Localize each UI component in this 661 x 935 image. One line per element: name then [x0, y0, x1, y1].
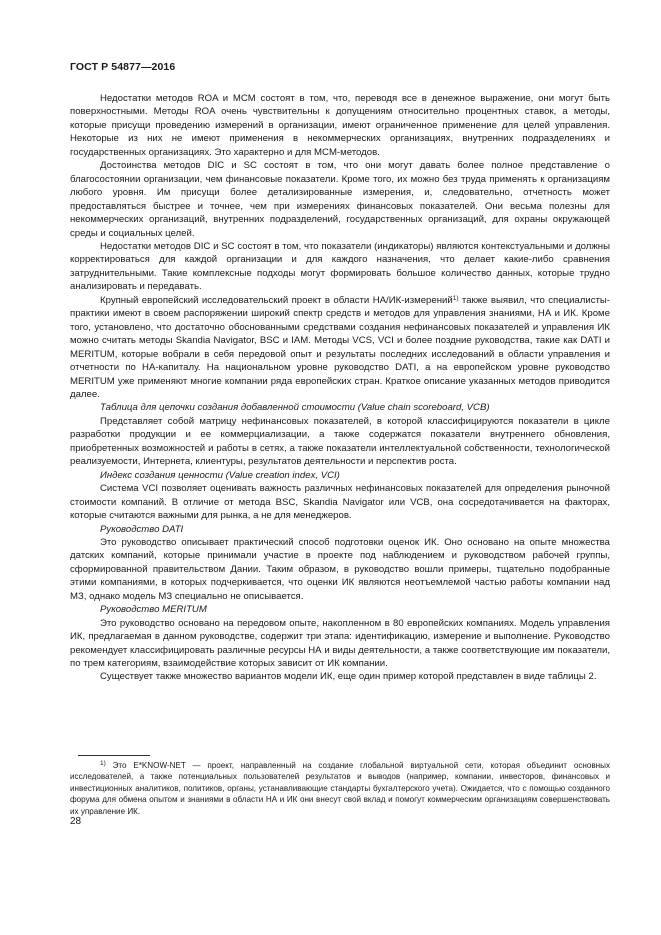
section-heading-meritum: Руководство MERITUM	[100, 604, 207, 616]
paragraph-roa-mcm: Недостатки методов ROA и MCM состоят в том, что, переводя все в денежное выражение, они могут быть поверхностными. Методы ROA очень чувствительны к допущениям относительно процентных ставок, а методы, которые присущи проведению измерений в организации, имеют ограниченное применение для целей управления. Некоторые из них не имеют применения в некоммерческих организациях, внутренних подразделениях и государственных организациях. Это характерно и для MCM-методов.	[70, 93, 610, 158]
body-text	[70, 92, 610, 684]
footnote-body: Это E*KNOW-NET — проект, направленный на создание глобальной виртуальной сети, которая объединит основных исследователей, а также потенциальных пользователей результатов и выводов (например, компании, инвесторов, финансовых и инвестиционных аналитиков, политиков, органы, устанавливающие стандарты бухгалтерского учета). Ожидается, что с помощью созданного форума для обмена опытом и знаниями в области НА и ИК они внесут свой вклад и помогут коммерческим организациям совершенствовать их управление ИК.	[70, 761, 610, 816]
paragraph-text: также выявил, что специалисты-практики имеют в своем распоряжении широкий спектр средств и методов для управления знаниями, НА и ИК. Кроме того, установлено, что достаточно обоснованными средствами создания нефинансовых показателей и управления ИК можно считать методы Skandia Navigator, BSC и IAM. Методы VCS, VCI и более поздние руководства, такие как DATI и MERITUM, которые вобрали в себя передовой опыт и результаты последних исследований в области управления и отчетности по НА-капиталу. На национальном уровне руководство DATI, а на европейском уровне руководство MERITUM уже применяют многие компании ряда европейских стран. Краткое описание указанных методов приводится далее.	[70, 294, 610, 400]
paragraph-text: Крупный европейский исследовательский проект в области НА/ИК-измерений	[100, 294, 453, 306]
paragraph-meritum: Это руководство основано на передовом опыте, накопленном в 80 европейских компаниях. Модель управления ИК, предлагаемая в данном руководстве, содержит три этапа: идентификацию, измерение и выполнение. Руководство рекомендует классифицировать различные ресурсы НА и виды деятельности, а также соответствующие им показатели, по трем категориям, взаимодействие которых зависит от ИК компании.	[70, 617, 610, 670]
document-header: ГОСТ Р 54877—2016	[70, 61, 176, 73]
footnote-divider	[78, 755, 150, 756]
footnote	[70, 760, 610, 817]
paragraph-european-project	[70, 294, 610, 402]
footnote-marker: 1)	[100, 760, 106, 767]
section-heading-vcb: Таблица для цепочки создания добавленной стоимости (Value chain scoreboard, VCB)	[100, 402, 490, 414]
footnote-reference: 1)	[452, 294, 459, 302]
paragraph-table-ref: Существует также множество вариантов модели ИК, еще один пример которой представлен в виде таблицы 2.	[100, 671, 597, 683]
page-number: 28	[70, 816, 82, 827]
paragraph-dic-sc-advantages: Достоинства методов DIC и SC состоят в том, что они могут давать более полное представление о благосостоянии организации, чем финансовые показатели. Кроме того, их можно без труда применять к организациям любого уровня. Им присущи более детализированные измерения, и, следовательно, отчетность может предоставляться быстрее и точнее, чем при измерениях финансовых показателей. Они весьма полезны для некоммерческих организаций, внутренних подразделений, государственных организаций, для охраны окружающей среды и социальных целей.	[70, 160, 610, 239]
section-heading-dati: Руководство DATI	[100, 523, 184, 535]
section-heading-vci: Индекс создания ценности (Value creation index, VCI)	[100, 469, 340, 481]
paragraph-vcb: Представляет собой матрицу нефинансовых показателей, в которой классифицируются показатели в цикле разработки продукции и ее коммерциализации, а также содержатся показатели внутреннего обновления, приобретенных возможностей и работы в сетях, а также показатели интеллектуальной собственности, технологической реализуемости, Интернета, клиентуры, результатов деятельности и перспектив роста.	[70, 415, 610, 468]
paragraph-dati: Это руководство описывает практический способ подготовки оценок ИК. Оно основано на опыте множества датских компаний, которые принимали участие в проекте под наблюдением и руководством рабочей группы, сформированной правительством Дании. Таким образом, в руководство вошли примеры, тщательно подобранные этими компаниями, в которых подчеркивается, что оценки ИК являются неотъемлемой частью работы компании над МЗ, однако модель МЗ специально не описывается.	[70, 536, 610, 602]
footnote-text	[70, 760, 610, 817]
paragraph-vci: Система VCI позволяет оценивать важность различных нефинансовых показателей для определения рыночной стоимости компаний. В отличие от метода BSC, Skandia Navigator или VCB, она сосредотачивается на факторах, которые считаются важными для рынка, а не для менеджеров.	[70, 483, 610, 522]
paragraph-dic-sc-disadvantages: Недостатки методов DIC и SC состоят в том, что показатели (индикаторы) являются контекстуальными и должны корректироваться для каждой организации и для каждого назначения, что делает какие-либо сравнения затруднительными. Такие комплексные подходы могут формировать большое количество данных, которые трудно анализировать и передавать.	[70, 240, 610, 293]
